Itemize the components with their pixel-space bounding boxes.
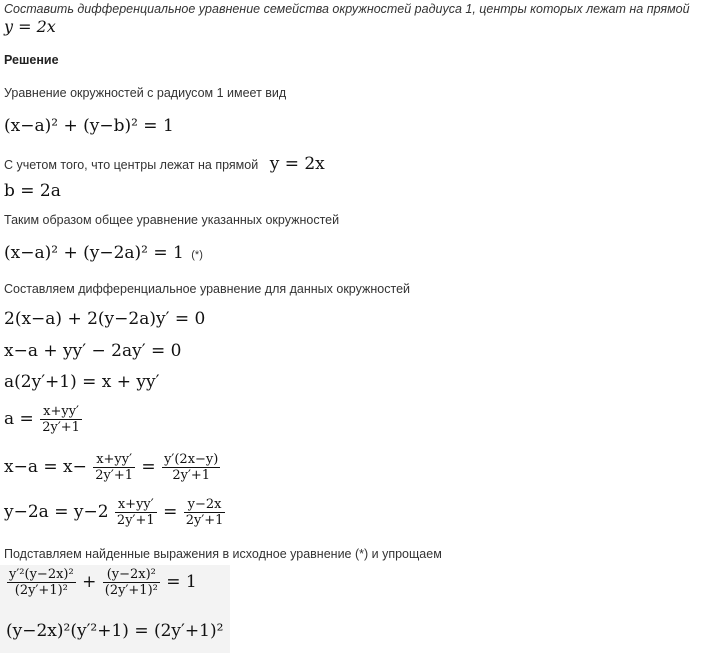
fraction-substituted-first: $\frac{\text{y′²(y−2x)²}}{\text{(2y′+1)²}}$ [9, 567, 74, 598]
fraction-substituted-second: $\frac{\text{(y−2x)²}}{\text{(2y′+1)²}}$ [104, 567, 158, 598]
equation-family-marker: (*) [191, 249, 203, 261]
equation-circle-general: (x−a)² + (y−b)² = 1 [4, 116, 174, 136]
equation-derivative: 2(x−a) + 2(y−2a)y′ = 0 [4, 309, 206, 329]
text-differential-intro: Составляем дифференциальное уравнение для данных окружностей [4, 282, 410, 296]
equation-family [4, 243, 717, 263]
text-circle-equation-intro: Уравнение окружностей с радиусом 1 имеет вид [4, 86, 287, 100]
solution-heading: Решение [4, 53, 59, 67]
task-line-equation: y = 2x [4, 17, 56, 36]
equation-a-solved: a = $\frac{x+yy'}{2y'+1}$ [4, 404, 80, 435]
text-centers-on-line [4, 154, 717, 174]
fraction-y-minus-2a: $\frac{x+yy'}{2y'+1}$ [116, 497, 155, 528]
equation-expanded: x−a + yy′ − 2ay′ = 0 [4, 341, 182, 361]
fraction-a: $\frac{x+yy'}{2y'+1}$ [42, 404, 80, 435]
equation-a-factored: a(2y′+1) = x + yy′ [4, 372, 160, 392]
equation-x-minus-a: x−a = x− $\frac{x+yy'}{2y'+1}$ = $\frac{y'(2x-y)}{2y'+1}$ [4, 452, 219, 483]
equation-line-inline: y = 2x [269, 154, 325, 174]
text-substitute-intro: Подставляем найденные выражения в исходное уравнение (*) и упрощаем [4, 547, 442, 561]
task-statement: Составить дифференциальное уравнение семейства окружностей радиуса 1, центры которых лежат на прямой [4, 2, 690, 16]
text-centers-on-line-label: С учетом того, что центры лежат на прямой [4, 158, 259, 172]
equation-y-minus-2a: y−2a = y−2 $\frac{x+yy'}{2y'+1}$ = $\frac{y-2x}{2y'+1}$ [4, 497, 224, 528]
fraction-x-minus-a-result: $\frac{y'(2x-y)}{2y'+1}$ [164, 452, 219, 483]
fraction-y-minus-2a-result: $\frac{y-2x}{2y'+1}$ [185, 497, 224, 528]
text-general-equation-intro: Таким образом общее уравнение указанных окружностей [4, 213, 340, 227]
equation-substituted: $\frac{\text{y′²(y−2x)²}}{\text{(2y′+1)²}}$ + $\frac{\text{(y−2x)²}}{\text{(2y′+1)²}}$ = 1 [9, 567, 197, 598]
equation-final-differential: (y−2x)²(y′²+1) = (2y′+1)² [6, 621, 224, 641]
equation-family-expression: (x−a)² + (y−2a)² = 1 [4, 243, 184, 263]
equation-b-equals-2a: b = 2a [4, 181, 61, 201]
fraction-x-minus-a: $\frac{x+yy'}{2y'+1}$ [95, 452, 133, 483]
